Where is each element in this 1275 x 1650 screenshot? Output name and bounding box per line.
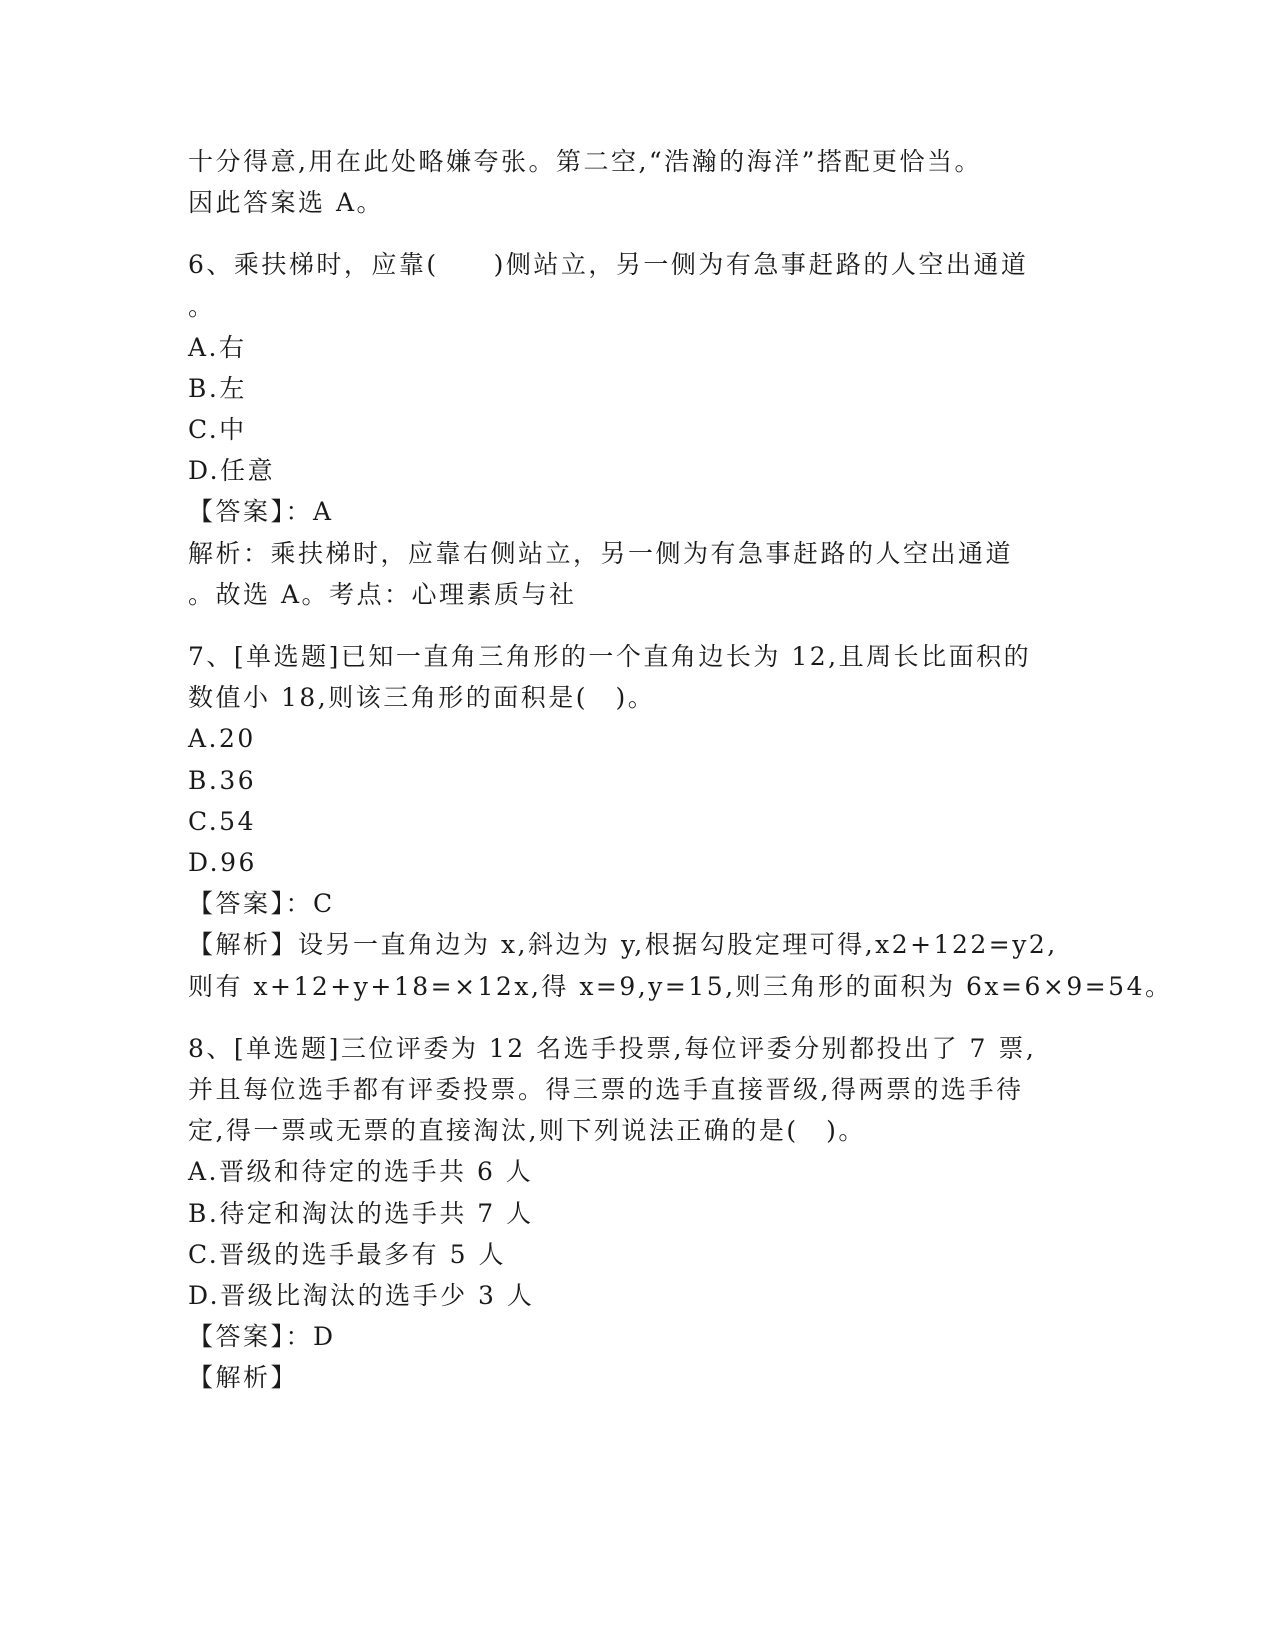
q7-stem-line-2: 数值小 18,则该三角形的面积是( )。 <box>188 683 656 712</box>
q7-option-a: A.20 <box>188 724 256 753</box>
q6-stem-line-1: 6、乘扶梯时，应靠( )侧站立，另一侧为有急事赶路的人空出通道 <box>188 250 1029 279</box>
q7-option-b: B.36 <box>188 766 257 795</box>
q6-answer: 【答案】：A <box>188 497 334 526</box>
q8-option-d: D.晋级比淘汰的选手少 3 人 <box>188 1281 535 1310</box>
q6-option-b: B.左 <box>188 374 247 403</box>
q7-analysis-line-2: 则有 x+12+y+18=×12x,得 x=9,y=15,则三角形的面积为 6x=6×9=54。 <box>188 972 1173 1001</box>
q8-analysis-label: 【解析】 <box>188 1363 299 1392</box>
q6-option-d: D.任意 <box>188 456 276 485</box>
intro-line-1: 十分得意,用在此处略嫌夸张。第二空,“浩瀚的海洋”搭配更恰当。 <box>188 147 982 176</box>
q6-option-c: C.中 <box>188 415 247 444</box>
q8-answer: 【答案】：D <box>188 1322 336 1351</box>
q8-option-a: A.晋级和待定的选手共 6 人 <box>188 1157 534 1186</box>
q6-analysis-line-1: 解析：乘扶梯时，应靠右侧站立，另一侧为有急事赶路的人空出通道 <box>188 539 1014 568</box>
q8-stem-line-1: 8、[单选题]三位评委为 12 名选手投票,每位评委分别都投出了 7 票, <box>188 1034 1037 1063</box>
q8-option-c: C.晋级的选手最多有 5 人 <box>188 1240 506 1269</box>
q7-option-d: D.96 <box>188 848 257 877</box>
q6-analysis-line-2: 。故选 A。考点：心理素质与社 <box>188 580 577 609</box>
q8-stem-line-2: 并且每位选手都有评委投票。得三票的选手直接晋级,得两票的选手待 <box>188 1075 1024 1104</box>
q7-answer: 【答案】：C <box>188 889 335 918</box>
intro-line-2: 因此答案选 A。 <box>188 188 385 217</box>
q7-analysis-line-1: 【解析】设另一直角边为 x,斜边为 y,根据勾股定理可得,x2+122=y2, <box>188 930 1058 959</box>
q6-option-a: A.右 <box>188 333 247 362</box>
q8-stem-line-3: 定,得一票或无票的直接淘汰,则下列说法正确的是( )。 <box>188 1116 866 1145</box>
q6-stem-line-2: 。 <box>188 292 216 321</box>
q7-option-c: C.54 <box>188 807 256 836</box>
q7-stem-line-1: 7、[单选题]已知一直角三角形的一个直角边长为 12,且周长比面积的 <box>188 642 1032 671</box>
q8-option-b: B.待定和淘汰的选手共 7 人 <box>188 1199 534 1228</box>
